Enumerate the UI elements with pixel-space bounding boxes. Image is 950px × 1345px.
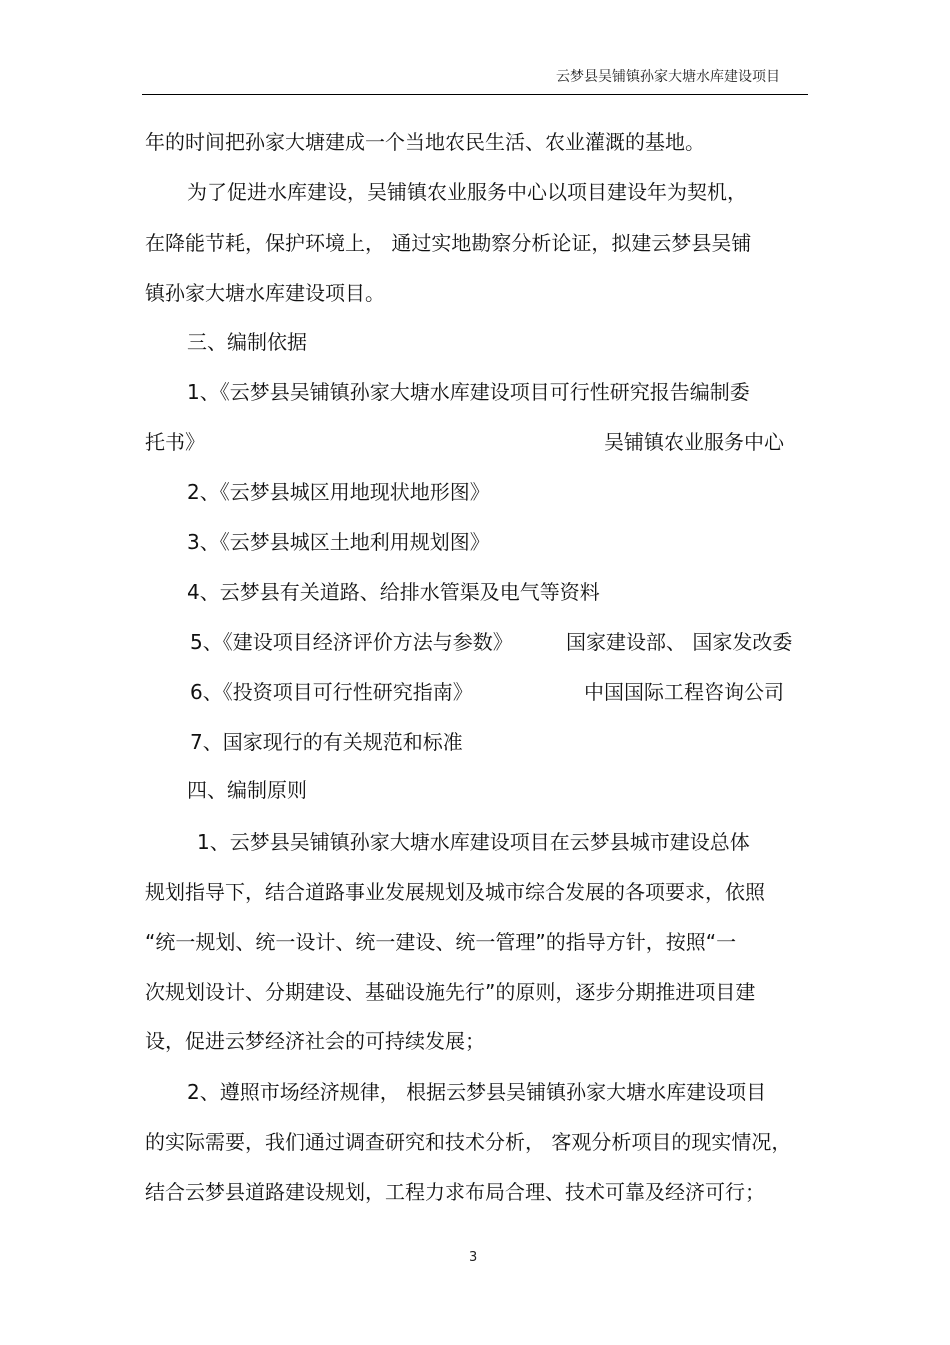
reference-org: 国家建设部、 国家发改委 [566, 630, 793, 654]
paragraph-line: 结合云梦县道路建设规划，工程力求布局合理、技术可靠及经济可行； [145, 1180, 765, 1204]
reference-title: 6、《投资项目可行性研究指南》 [190, 680, 473, 704]
paragraph-line: 镇孙家大塘水库建设项目。 [145, 281, 385, 305]
reference-title: 托书》 [145, 430, 205, 454]
paragraph-line: “统一规划、统一设计、统一建设、统一管理”的指导方针，按照“一 [145, 930, 737, 954]
paragraph-line: 的实际需要，我们通过调查研究和技术分析， 客观分析项目的现实情况， [145, 1130, 792, 1154]
reference-item: 7、国家现行的有关规范和标准 [190, 730, 463, 754]
reference-item: 2、《云梦县城区用地现状地形图》 [187, 480, 490, 504]
paragraph-line: 2、遵照市场经济规律， 根据云梦县吴铺镇孙家大塘水库建设项目 [187, 1080, 767, 1104]
reference-org: 吴铺镇农业服务中心 [604, 430, 784, 454]
paragraph-line: 规划指导下，结合道路事业发展规划及城市综合发展的各项要求，依照 [145, 880, 765, 904]
reference-org: 中国国际工程咨询公司 [584, 680, 784, 704]
header-rule [142, 94, 808, 95]
reference-item: 1、《云梦县吴铺镇孙家大塘水库建设项目可行性研究报告编制委 [187, 380, 750, 404]
paragraph-line: 次规划设计、分期建设、基础设施先行”的原则，逐步分期推进项目建 [145, 980, 756, 1004]
paragraph-line: 在降能节耗，保护环境上， 通过实地勘察分析论证，拟建云梦县吴铺 [145, 231, 752, 255]
paragraph-line: 1、云梦县吴铺镇孙家大塘水库建设项目在云梦县城市建设总体 [197, 830, 750, 854]
header-title: 云梦县吴铺镇孙家大塘水库建设项目 [556, 69, 780, 85]
page-number: 3 [469, 1250, 478, 1265]
paragraph-line: 为了促进水库建设，吴铺镇农业服务中心以项目建设年为契机， [187, 180, 747, 204]
reference-item [190, 680, 800, 704]
paragraph-line: 设，促进云梦经济社会的可持续发展； [145, 1029, 485, 1053]
section-heading: 四、编制原则 [187, 778, 307, 802]
reference-item: 4、云梦县有关道路、给排水管渠及电气等资料 [187, 580, 600, 604]
section-heading: 三、编制依据 [187, 330, 307, 354]
reference-item: 3、《云梦县城区土地利用规划图》 [187, 530, 490, 554]
reference-item [190, 630, 810, 654]
reference-item [145, 430, 795, 454]
paragraph-line: 年的时间把孙家大塘建成一个当地农民生活、农业灌溉的基地。 [145, 130, 705, 154]
reference-title: 5、《建设项目经济评价方法与参数》 [190, 630, 513, 654]
